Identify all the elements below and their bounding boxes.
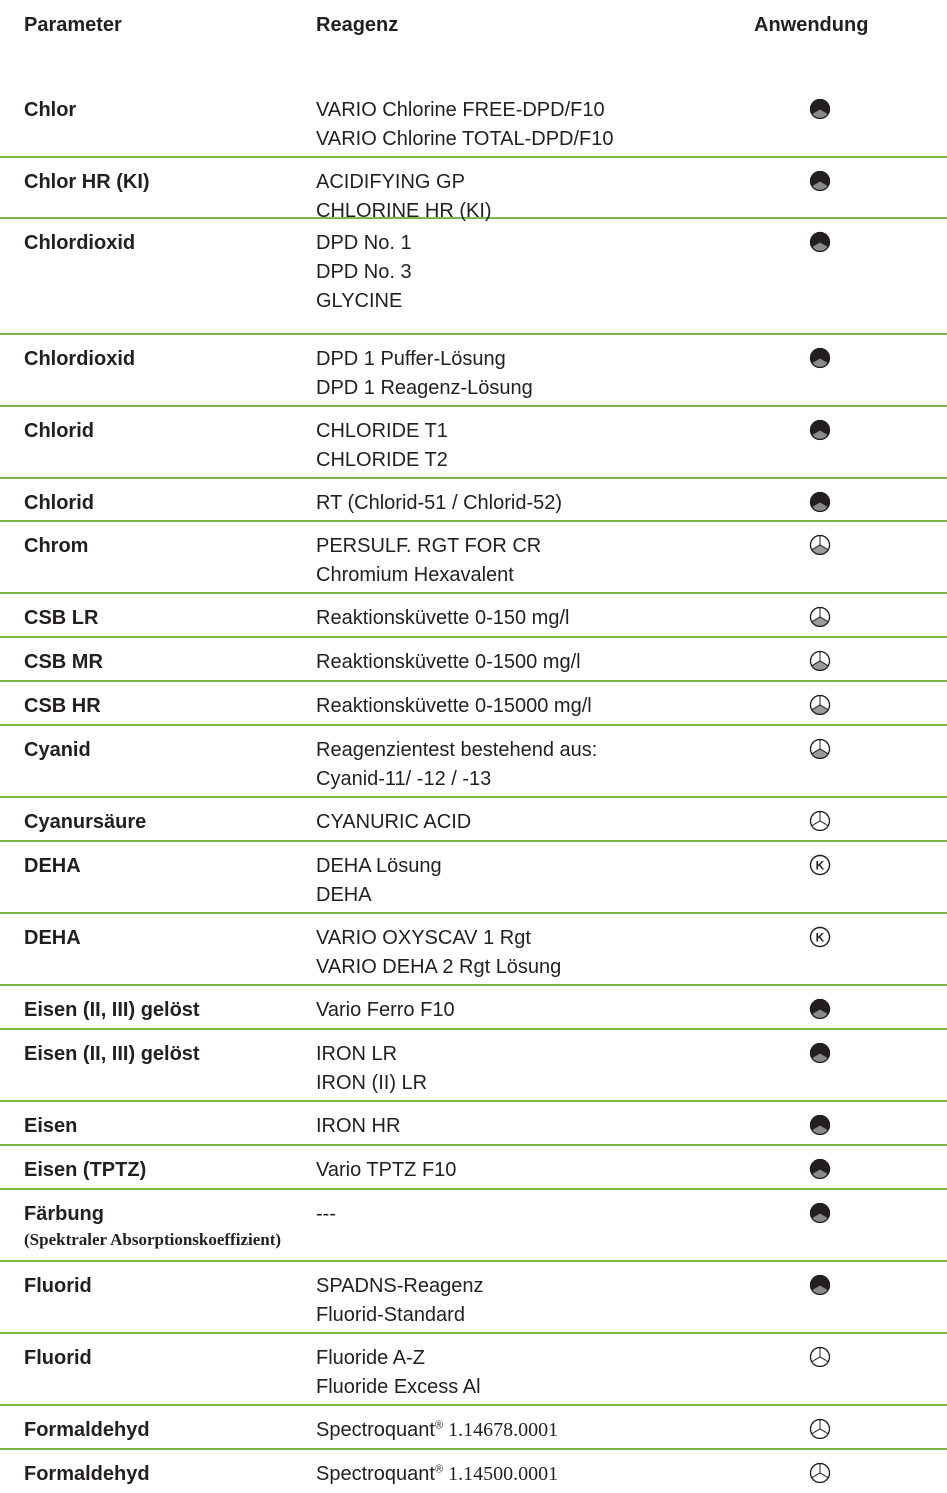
reagent-item: DPD 1 Reagenz-Lösung bbox=[316, 377, 533, 399]
table-row bbox=[0, 1144, 947, 1190]
parameter-name bbox=[24, 648, 103, 677]
parameter-name bbox=[24, 532, 88, 561]
parameter-name bbox=[24, 852, 81, 881]
table-header bbox=[0, 14, 947, 44]
parameter-label: Eisen (TPTZ) bbox=[24, 1159, 147, 1181]
parameter-name bbox=[24, 1416, 150, 1445]
table-row bbox=[0, 724, 947, 798]
reagent-item: DPD No. 3 bbox=[316, 261, 412, 283]
registered-mark: ® bbox=[434, 1463, 444, 1476]
outline-sector-circle-icon bbox=[809, 1462, 831, 1484]
registered-mark: ® bbox=[434, 1419, 444, 1432]
parameter-label: Eisen (II, III) gelöst bbox=[24, 999, 200, 1021]
reagent-list bbox=[316, 417, 448, 475]
parameter-name bbox=[24, 1344, 92, 1373]
parameter-label: Fluorid bbox=[24, 1275, 92, 1297]
parameter-label: Chlordioxid bbox=[24, 232, 136, 254]
parameter-name bbox=[24, 736, 91, 765]
table-row bbox=[0, 217, 947, 335]
reagent-number: 1.14500.0001 bbox=[443, 1463, 559, 1485]
reagent-item: CHLORIDE T1 bbox=[316, 420, 448, 442]
light-sector-circle-icon bbox=[809, 606, 831, 628]
table-row bbox=[0, 156, 947, 222]
light-sector-circle-icon bbox=[809, 534, 831, 556]
table-row bbox=[0, 1260, 947, 1334]
parameter-name bbox=[24, 1112, 77, 1141]
parameter-name bbox=[24, 604, 98, 633]
reagent-item: CHLORIDE T2 bbox=[316, 449, 448, 471]
parameter-label: Formaldehyd bbox=[24, 1463, 150, 1485]
dark-sector-circle-icon bbox=[809, 998, 831, 1020]
reagent-list bbox=[316, 1344, 481, 1402]
parameter-label: Cyanursäure bbox=[24, 811, 147, 833]
reagent-item: DPD 1 Puffer-Lösung bbox=[316, 348, 506, 370]
svg-text:K: K bbox=[815, 858, 825, 873]
outline-sector-circle-icon bbox=[809, 1346, 831, 1368]
parameter-label: DEHA bbox=[24, 855, 81, 877]
parameter-label: Chrom bbox=[24, 535, 89, 557]
table-row bbox=[0, 984, 947, 1030]
light-sector-circle-icon bbox=[809, 650, 831, 672]
reagent-item: IRON (II) LR bbox=[316, 1072, 428, 1094]
table-row bbox=[0, 1188, 947, 1262]
reagent-item: ACIDIFYING GP bbox=[316, 171, 465, 193]
table-row bbox=[0, 1404, 947, 1450]
reagent-item: Fluorid-Standard bbox=[316, 1304, 465, 1326]
table-row bbox=[0, 592, 947, 638]
reagent-item: Reaktionsküvette 0-15000 mg/l bbox=[316, 695, 592, 717]
table-row bbox=[0, 796, 947, 842]
dark-sector-circle-icon bbox=[809, 491, 831, 513]
dark-sector-circle-icon bbox=[809, 1042, 831, 1064]
dark-sector-circle-icon bbox=[809, 1114, 831, 1136]
reagent-list bbox=[316, 229, 412, 316]
table-row bbox=[0, 1028, 947, 1102]
circled-k-icon bbox=[809, 854, 831, 876]
parameter-label: CSB MR bbox=[24, 651, 103, 673]
parameter-label: Chlor bbox=[24, 99, 77, 121]
reagent-item: Reaktionsküvette 0-150 mg/l bbox=[316, 607, 570, 629]
parameter-name bbox=[24, 229, 135, 258]
reagent-item: CHLORINE HR (KI) bbox=[316, 200, 492, 222]
column-header-reagent: Reagenz bbox=[316, 14, 399, 36]
parameter-name bbox=[24, 996, 200, 1025]
dark-sector-circle-icon bbox=[809, 170, 831, 192]
reagent-list bbox=[316, 604, 569, 633]
reagent-brand: Spectroquant bbox=[316, 1419, 435, 1441]
table-row bbox=[0, 405, 947, 479]
column-header-application: Anwendung bbox=[754, 14, 869, 36]
parameter-name bbox=[24, 924, 81, 953]
parameter-name bbox=[24, 1272, 92, 1301]
reagent-list bbox=[316, 1156, 456, 1185]
light-sector-circle-icon bbox=[809, 694, 831, 716]
reagent-item bbox=[316, 1460, 558, 1489]
dark-sector-circle-icon bbox=[809, 1274, 831, 1296]
table-row bbox=[0, 1100, 947, 1146]
reagent-list bbox=[316, 345, 533, 403]
reagent-list bbox=[316, 1460, 558, 1489]
dark-sector-circle-icon bbox=[809, 231, 831, 253]
parameter-label: DEHA bbox=[24, 927, 81, 949]
table-row bbox=[0, 912, 947, 986]
reagent-list bbox=[316, 736, 597, 794]
reagent-list bbox=[316, 1040, 427, 1098]
parameter-subtitle: (Spektraler Absorptionskoeffizient) bbox=[24, 1230, 282, 1249]
parameter-label: Färbung bbox=[24, 1203, 104, 1225]
table-row bbox=[0, 333, 947, 407]
parameter-name bbox=[24, 345, 135, 374]
parameter-label: CSB LR bbox=[24, 607, 99, 629]
parameter-name bbox=[24, 1040, 200, 1069]
table-row bbox=[0, 840, 947, 914]
reagent-item: --- bbox=[316, 1203, 336, 1225]
parameter-label: CSB HR bbox=[24, 695, 101, 717]
dark-sector-circle-icon bbox=[809, 419, 831, 441]
table-row bbox=[0, 477, 947, 522]
reagent-item: Chromium Hexavalent bbox=[316, 564, 514, 586]
parameter-name bbox=[24, 692, 101, 721]
circled-k-icon bbox=[809, 926, 831, 948]
outline-sector-circle-icon bbox=[809, 810, 831, 832]
parameter-name bbox=[24, 168, 150, 197]
parameter-name bbox=[24, 1460, 150, 1489]
parameter-name bbox=[24, 1156, 146, 1185]
table-row bbox=[0, 636, 947, 682]
parameter-name bbox=[24, 1200, 281, 1251]
reagent-list bbox=[316, 852, 442, 910]
dark-sector-circle-icon bbox=[809, 1202, 831, 1224]
reagent-list bbox=[316, 489, 562, 518]
parameter-label: Chlor HR (KI) bbox=[24, 171, 150, 193]
parameter-label: Cyanid bbox=[24, 739, 91, 761]
table-row bbox=[0, 680, 947, 726]
light-sector-circle-icon bbox=[809, 738, 831, 760]
reagent-item bbox=[316, 1416, 558, 1445]
reagent-item: Vario Ferro F10 bbox=[316, 999, 455, 1021]
outline-sector-circle-icon bbox=[809, 1418, 831, 1440]
table-row bbox=[0, 1448, 947, 1493]
reagent-item: Reagenzientest bestehend aus: bbox=[316, 739, 598, 761]
reagent-item: CYANURIC ACID bbox=[316, 811, 472, 833]
reagent-list bbox=[316, 1200, 336, 1229]
reagent-list bbox=[316, 532, 541, 590]
table-row bbox=[0, 520, 947, 594]
svg-text:K: K bbox=[815, 930, 825, 945]
parameter-label: Chlorid bbox=[24, 420, 94, 442]
reagent-list bbox=[316, 996, 455, 1025]
reagent-list bbox=[316, 96, 614, 154]
reagent-item: Cyanid-11/ -12 / -13 bbox=[316, 768, 492, 790]
reagent-item: DPD No. 1 bbox=[316, 232, 412, 254]
reagent-list bbox=[316, 1272, 483, 1330]
reagent-list bbox=[316, 808, 471, 837]
reagent-item: DEHA Lösung bbox=[316, 855, 442, 877]
dark-sector-circle-icon bbox=[809, 347, 831, 369]
reagent-brand: Spectroquant bbox=[316, 1463, 435, 1485]
parameter-name bbox=[24, 489, 94, 518]
column-header-parameter: Parameter bbox=[24, 14, 122, 36]
reagent-item: PERSULF. RGT FOR CR bbox=[316, 535, 542, 557]
table-row bbox=[0, 1332, 947, 1406]
parameter-name bbox=[24, 417, 94, 446]
reagent-list bbox=[316, 648, 581, 677]
parameter-name bbox=[24, 808, 146, 837]
reagent-item: VARIO OXYSCAV 1 Rgt bbox=[316, 927, 531, 949]
reagent-number: 1.14678.0001 bbox=[443, 1419, 559, 1441]
parameter-label: Eisen bbox=[24, 1115, 78, 1137]
table-row bbox=[0, 84, 947, 158]
reagent-item: VARIO Chlorine TOTAL-DPD/F10 bbox=[316, 128, 614, 150]
reagent-item: Reaktionsküvette 0-1500 mg/l bbox=[316, 651, 581, 673]
reagent-item: IRON LR bbox=[316, 1043, 398, 1065]
reagent-item: RT (Chlorid-51 / Chlorid-52) bbox=[316, 492, 563, 514]
reagent-list bbox=[316, 924, 561, 982]
parameter-label: Chlordioxid bbox=[24, 348, 136, 370]
parameter-label: Chlorid bbox=[24, 492, 94, 514]
reagent-item: VARIO DEHA 2 Rgt Lösung bbox=[316, 956, 562, 978]
reagent-item: IRON HR bbox=[316, 1115, 401, 1137]
parameter-label: Fluorid bbox=[24, 1347, 92, 1369]
parameter-label: Formaldehyd bbox=[24, 1419, 150, 1441]
reagent-list bbox=[316, 692, 592, 721]
dark-sector-circle-icon bbox=[809, 98, 831, 120]
dark-sector-circle-icon bbox=[809, 1158, 831, 1180]
reagent-list bbox=[316, 1416, 558, 1445]
reagent-item: SPADNS-Reagenz bbox=[316, 1275, 484, 1297]
reagent-item: DEHA bbox=[316, 884, 372, 906]
reagent-item: Fluoride Excess Al bbox=[316, 1376, 481, 1398]
reagent-item: GLYCINE bbox=[316, 290, 403, 312]
reagent-item: Fluoride A-Z bbox=[316, 1347, 425, 1369]
parameter-label: Eisen (II, III) gelöst bbox=[24, 1043, 200, 1065]
parameter-name bbox=[24, 96, 76, 125]
reagent-list bbox=[316, 1112, 400, 1141]
reagent-item: Vario TPTZ F10 bbox=[316, 1159, 457, 1181]
reagent-item: VARIO Chlorine FREE-DPD/F10 bbox=[316, 99, 605, 121]
